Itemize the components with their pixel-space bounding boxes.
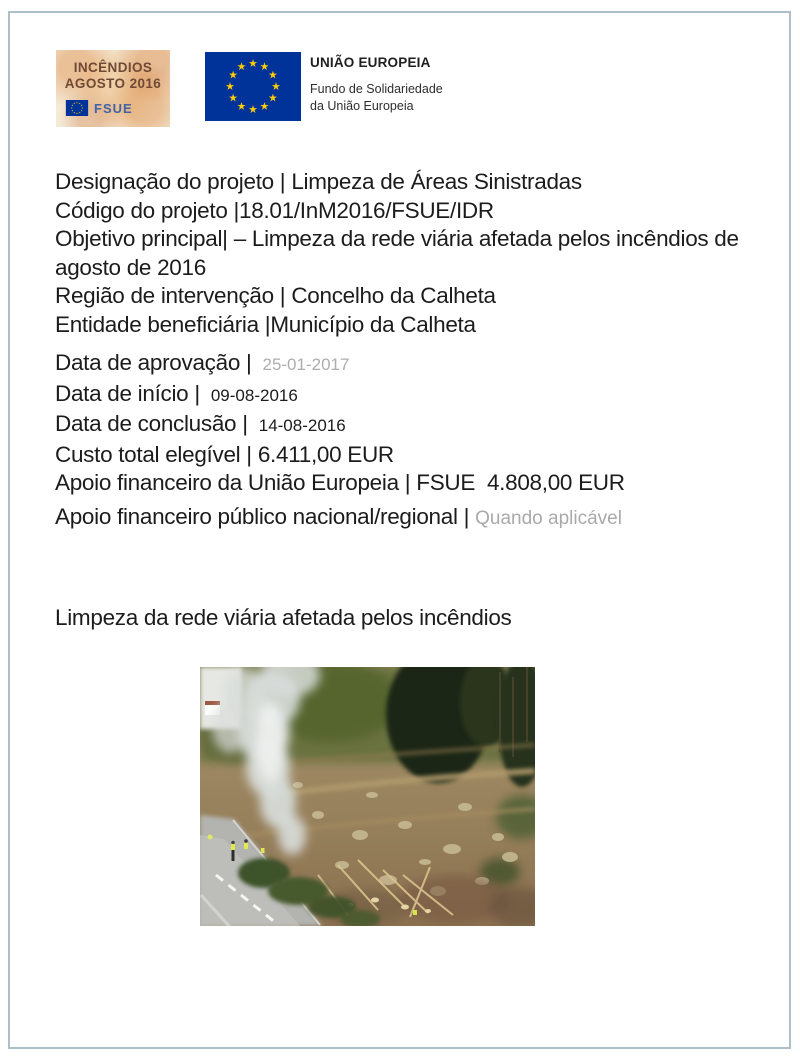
fsue-badge-label: FSUE (94, 100, 133, 116)
detail-row-codigo: Código do projeto |18.01/InM2016/FSUE/IDR (55, 197, 494, 223)
eu-logo-text (310, 55, 443, 115)
eu-flag-icon (205, 52, 301, 121)
eu-flag-mini-icon (65, 100, 89, 116)
project-details-block (55, 168, 745, 339)
date-row-conclusao: Data de conclusão | 14-08-2016 (55, 411, 346, 436)
fsue-logo-line2: AGOSTO 2016 (64, 76, 162, 91)
project-photo (200, 667, 535, 926)
fsue-logo-line1: INCÊNDIOS (73, 60, 153, 75)
detail-row-objetivo: Objetivo principal| – Limpeza da rede viária afetada pelos incêndios de agosto de 2016 (55, 226, 739, 280)
date-row-aprovacao: Data de aprovação | 25-01-2017 (55, 350, 350, 375)
cost-row-eu-support: Apoio financeiro da União Europeia | FSUE 4.808,00 EUR (55, 470, 625, 495)
eu-logo-title: UNIÃO EUROPEIA (310, 55, 431, 70)
detail-row-regiao: Região de intervenção | Concelho da Calheta (55, 283, 496, 308)
eu-logo-subtitle2: da União Europeia (310, 99, 414, 113)
fsue-incendios-logo (56, 50, 170, 127)
dates-costs-block (55, 349, 745, 498)
photo-caption: Limpeza da rede viária afetada pelos incêndios (55, 605, 512, 630)
detail-row-entidade: Entidade beneficiária |Município da Calheta (55, 311, 476, 337)
date-row-inicio: Data de início | 09-08-2016 (55, 380, 298, 406)
eu-logo-subtitle1: Fundo de Solidariedade (310, 82, 443, 96)
national-support-row: Apoio financeiro público nacional/regional | Quando aplicável (55, 504, 622, 529)
detail-row-designacao: Designação do projeto | Limpeza de Áreas Sinistradas (55, 169, 582, 194)
cost-row-total: Custo total elegível | 6.411,00 EUR (55, 441, 394, 467)
hillside-cleanup-photo (200, 667, 535, 926)
